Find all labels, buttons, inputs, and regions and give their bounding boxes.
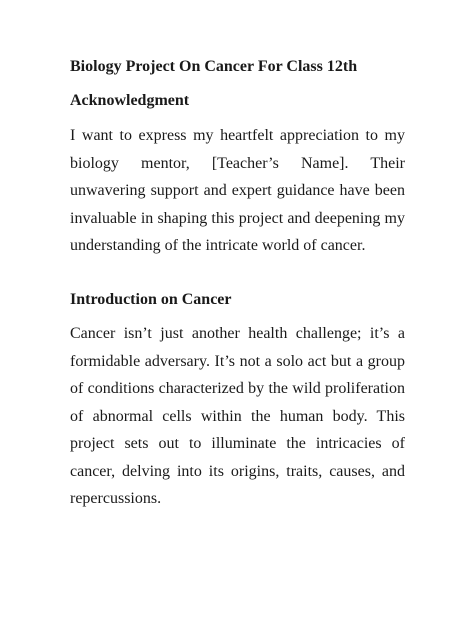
section-heading-acknowledgment: Acknowledgment	[70, 92, 190, 109]
section-body-acknowledgment: I want to express my heartfelt appreciation to my biology mentor, [Teacher’s Name]. Their unwavering support and expert guidance have been invaluable in shaping this project and deepening my understanding of the intricate world of cancer.	[70, 127, 405, 254]
section-body-introduction: Cancer isn’t just another health challenge; it’s a formidable adversary. It’s not a solo act but a group of conditions characterized by the wild proliferation of abnormal cells within the human body. This project sets out to illuminate the intricacies of cancer, delving into its origins, traits, causes, and repercussions.	[70, 325, 405, 507]
section-heading-introduction: Introduction on Cancer	[70, 291, 232, 308]
document-title: Biology Project On Cancer For Class 12th	[70, 58, 358, 75]
